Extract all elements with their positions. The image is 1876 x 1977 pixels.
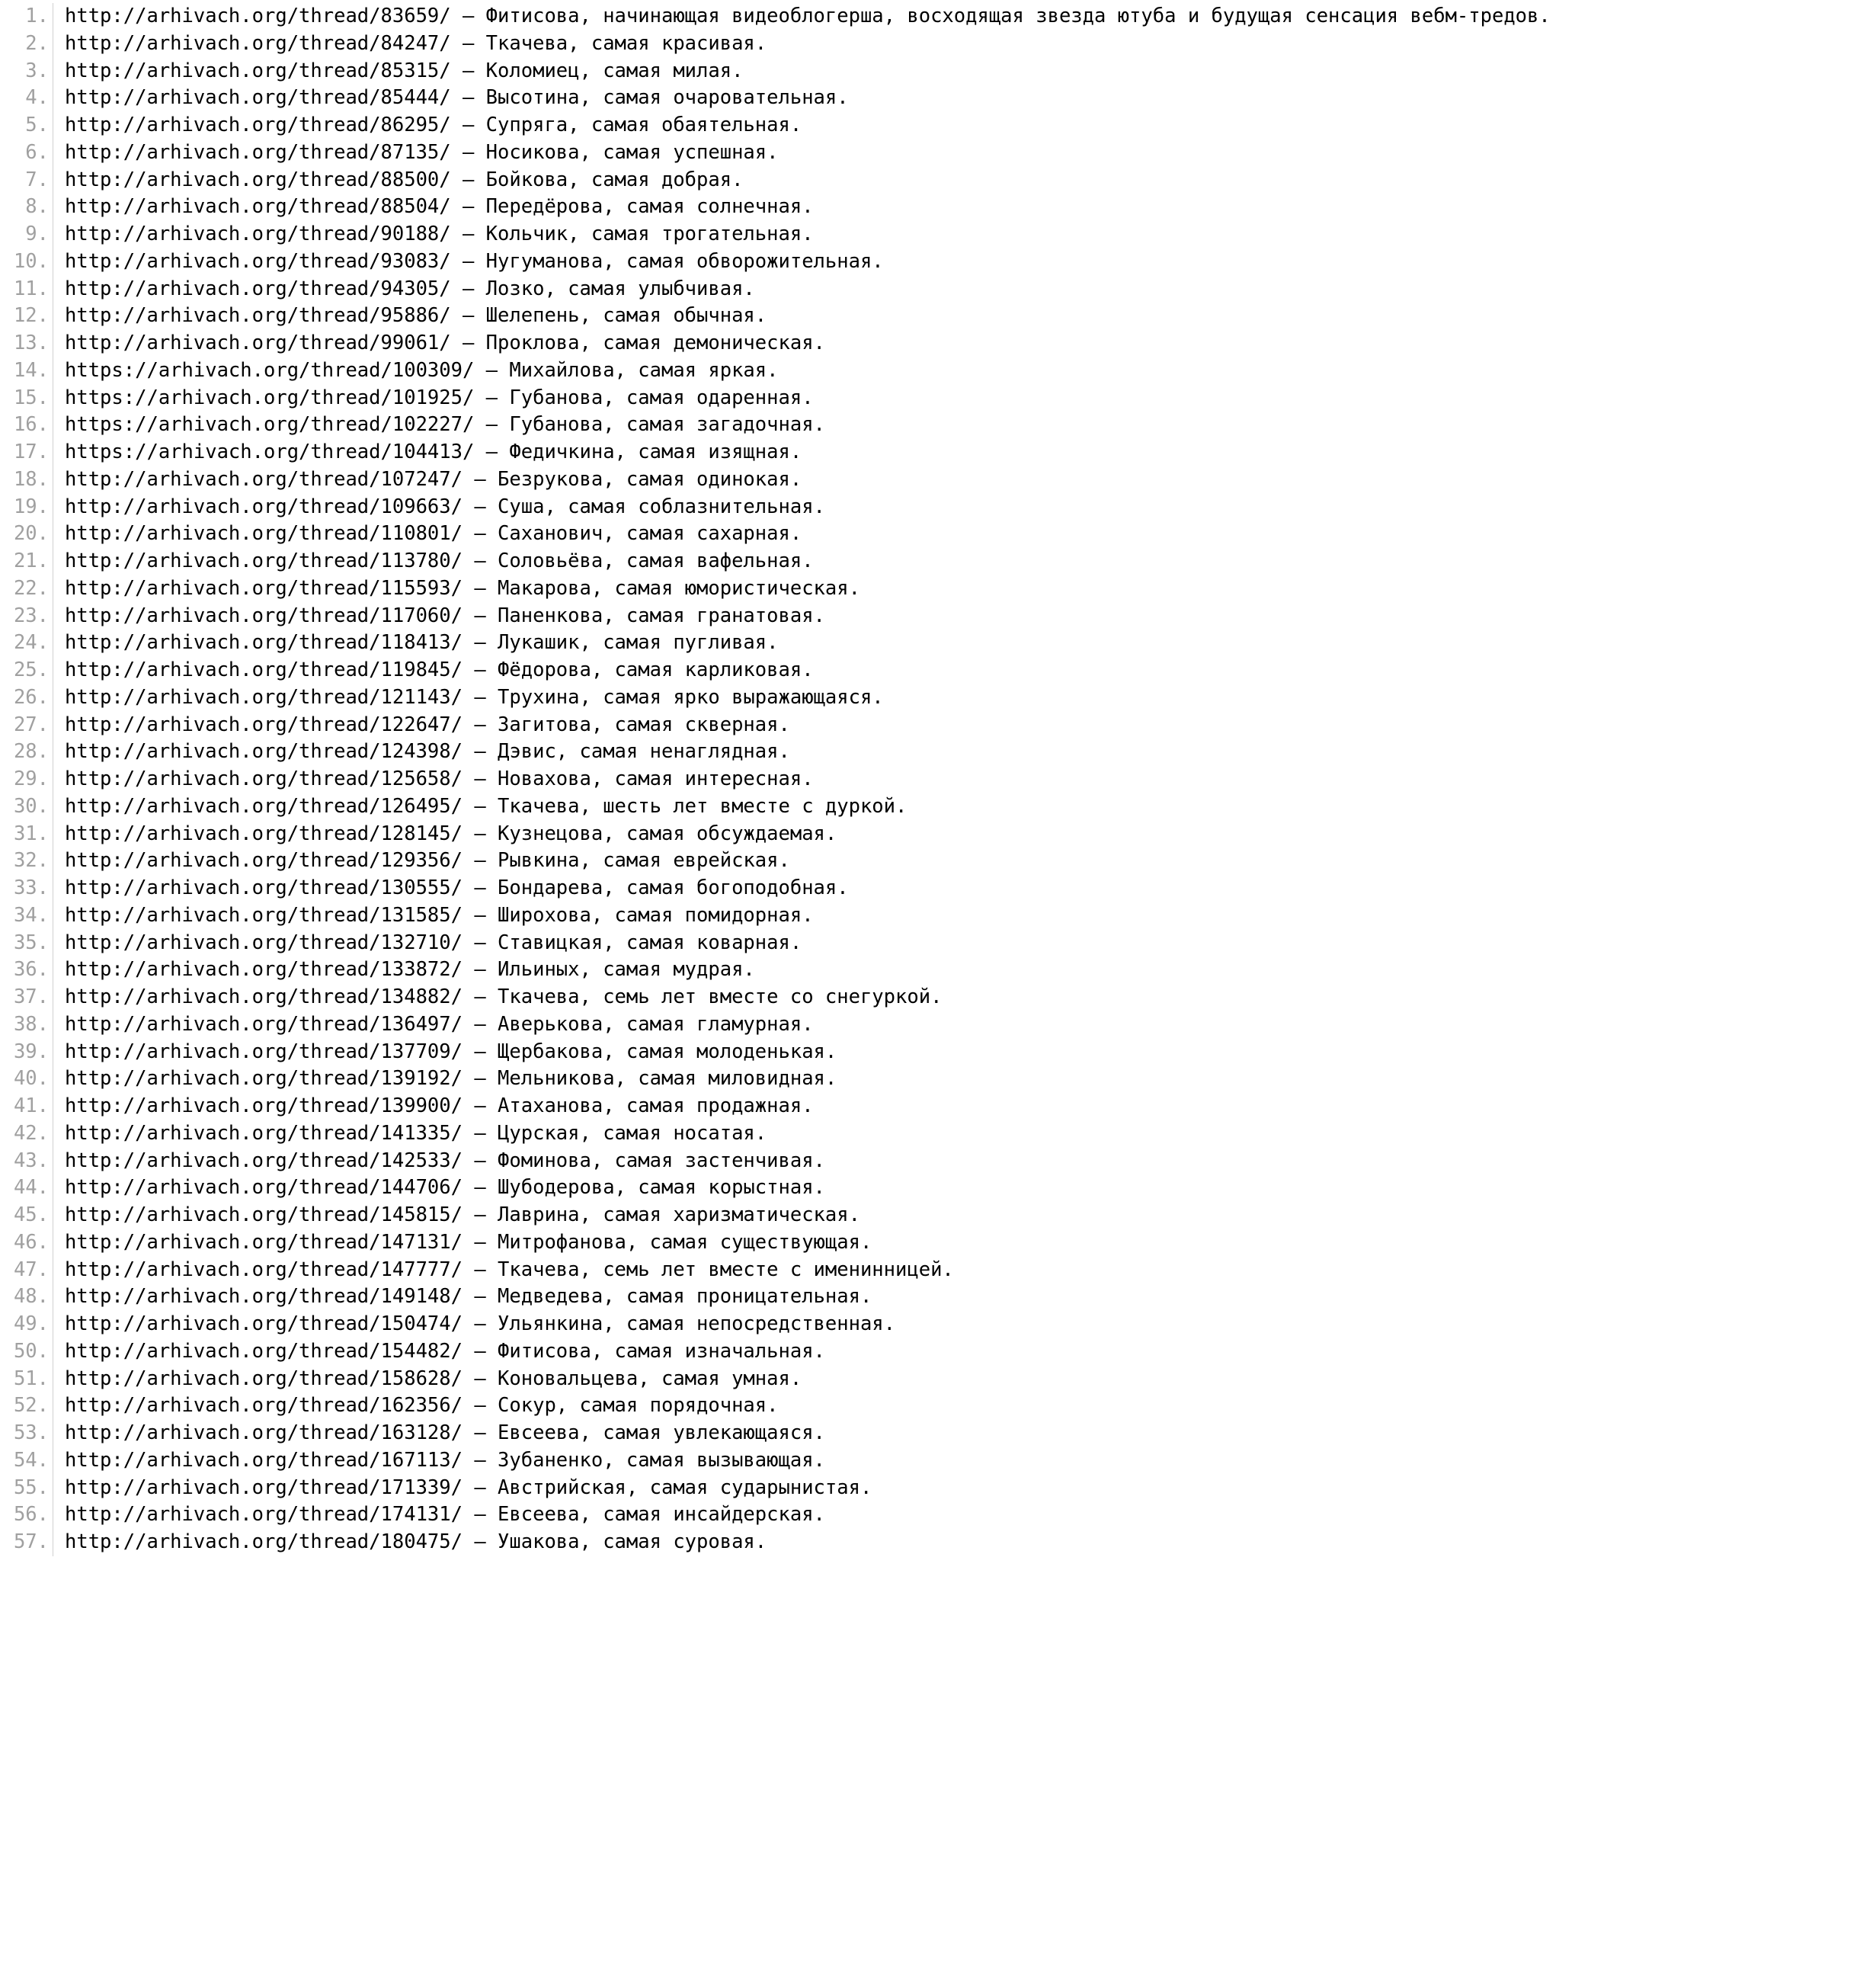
- code-line: [0, 684, 1551, 712]
- code-line: [0, 330, 1551, 357]
- code-line: [0, 1093, 1551, 1120]
- line-text: http://arhivach.org/thread/125658/ — Новахова, самая интересная.: [65, 767, 814, 790]
- code-line: [0, 494, 1551, 521]
- line-text: http://arhivach.org/thread/126495/ — Ткачева, шесть лет вместе с дуркой.: [65, 794, 908, 818]
- line-number: 39.: [13, 1040, 49, 1063]
- line-text: https://arhivach.org/thread/100309/ — Михайлова, самая яркая.: [65, 358, 779, 382]
- line-text: http://arhivach.org/thread/119845/ — Фёдорова, самая карликовая.: [65, 658, 814, 681]
- line-number: 7.: [25, 168, 49, 191]
- code-line: [0, 1257, 1551, 1284]
- code-line: [0, 984, 1551, 1011]
- code-line: [0, 1229, 1551, 1257]
- line-number: 33.: [13, 876, 49, 899]
- line-number: 28.: [13, 740, 49, 764]
- code-line: [0, 930, 1551, 957]
- code-line: [0, 1447, 1551, 1475]
- line-text: http://arhivach.org/thread/115593/ — Макарова, самая юмористическая.: [65, 576, 860, 600]
- line-number: 25.: [13, 658, 49, 681]
- line-text: http://arhivach.org/thread/124398/ — Дэвис, самая ненаглядная.: [65, 740, 790, 764]
- line-number: 52.: [13, 1394, 49, 1418]
- code-line: [0, 439, 1551, 466]
- line-text: http://arhivach.org/thread/88504/ — Передёрова, самая солнечная.: [65, 195, 814, 219]
- line-text: http://arhivach.org/thread/129356/ — Рывкина, самая еврейская.: [65, 849, 790, 873]
- code-line: [0, 793, 1551, 821]
- line-text: http://arhivach.org/thread/174131/ — Евсеева, самая инсайдерская.: [65, 1503, 825, 1527]
- code-line: [0, 1475, 1551, 1502]
- line-text: http://arhivach.org/thread/94305/ — Лозко, самая улыбчивая.: [65, 277, 755, 300]
- line-text: http://arhivach.org/thread/121143/ — Трухина, самая ярко выражающаяся.: [65, 685, 884, 709]
- line-number: 21.: [13, 550, 49, 572]
- code-line: [0, 85, 1551, 112]
- line-text: http://arhivach.org/thread/163128/ — Евсеева, самая увлекающаяся.: [65, 1421, 825, 1444]
- line-text: http://arhivach.org/thread/118413/ — Лукашик, самая пугливая.: [65, 631, 779, 655]
- line-text: http://arhivach.org/thread/85444/ — Высотина, самая очаровательная.: [65, 86, 849, 110]
- code-line: [0, 1311, 1551, 1338]
- line-number: 15.: [13, 386, 49, 409]
- line-text: http://arhivach.org/thread/132710/ — Ставицкая, самая коварная.: [65, 931, 802, 954]
- line-text: http://arhivach.org/thread/147777/ — Ткачева, семь лет вместе с именинницей.: [65, 1258, 954, 1281]
- code-line: [0, 902, 1551, 930]
- code-line: [0, 1174, 1551, 1202]
- code-line: [0, 385, 1551, 412]
- code-line: [0, 712, 1551, 739]
- line-number: 35.: [13, 931, 49, 954]
- line-number: 13.: [13, 332, 49, 354]
- line-text: http://arhivach.org/thread/136497/ — Аверькова, самая гламурная.: [65, 1012, 814, 1036]
- line-number: 42.: [13, 1121, 49, 1145]
- line-text: https://arhivach.org/thread/101925/ — Губанова, самая одаренная.: [65, 386, 814, 409]
- code-line: [0, 521, 1551, 548]
- line-number: 9.: [25, 223, 49, 245]
- code-line: [0, 3, 1551, 30]
- line-text: http://arhivach.org/thread/130555/ — Бондарева, самая богоподобная.: [65, 876, 849, 899]
- line-text: http://arhivach.org/thread/95886/ — Шелепень, самая обычная.: [65, 304, 767, 328]
- line-number: 38.: [13, 1012, 49, 1036]
- line-number: 11.: [13, 277, 49, 300]
- line-number: 43.: [13, 1149, 49, 1172]
- line-number: 50.: [13, 1339, 49, 1363]
- line-text: https://arhivach.org/thread/104413/ — Федичкина, самая изящная.: [65, 441, 802, 463]
- line-number: 44.: [13, 1176, 49, 1200]
- code-line: [0, 30, 1551, 58]
- line-text: http://arhivach.org/thread/145815/ — Лаврина, самая харизматическая.: [65, 1203, 860, 1226]
- line-text: http://arhivach.org/thread/137709/ — Щербакова, самая молоденькая.: [65, 1040, 837, 1063]
- line-text: http://arhivach.org/thread/139192/ — Мельникова, самая миловидная.: [65, 1067, 837, 1091]
- code-line: [0, 357, 1551, 385]
- line-text: http://arhivach.org/thread/86295/ — Супряга, самая обаятельная.: [65, 114, 802, 136]
- line-number: 5.: [25, 114, 49, 136]
- line-text: http://arhivach.org/thread/85315/ — Коломиец, самая милая.: [65, 59, 744, 82]
- line-number: 51.: [13, 1367, 49, 1390]
- line-number: 8.: [25, 195, 49, 219]
- code-line: [0, 112, 1551, 139]
- line-number: 6.: [25, 140, 49, 164]
- line-text: http://arhivach.org/thread/180475/ — Ушакова, самая суровая.: [65, 1530, 767, 1553]
- line-text: http://arhivach.org/thread/88500/ — Бойкова, самая добрая.: [65, 168, 744, 191]
- code-line: [0, 548, 1551, 575]
- line-number: 2.: [25, 31, 49, 55]
- line-number: 55.: [13, 1476, 49, 1499]
- line-number: 4.: [25, 86, 49, 110]
- line-text: http://arhivach.org/thread/149148/ — Медведева, самая проницательная.: [65, 1285, 872, 1309]
- line-number: 54.: [13, 1448, 49, 1472]
- line-number: 1.: [25, 5, 49, 27]
- line-number: 34.: [13, 903, 49, 927]
- line-number: 12.: [13, 304, 49, 328]
- line-text: http://arhivach.org/thread/167113/ — Зубаненко, самая вызывающая.: [65, 1448, 825, 1472]
- line-text: http://arhivach.org/thread/158628/ — Коновальцева, самая умная.: [65, 1367, 802, 1390]
- code-line: [0, 139, 1551, 167]
- line-number: 31.: [13, 822, 49, 845]
- line-number: 17.: [13, 441, 49, 463]
- code-line: [0, 466, 1551, 494]
- line-text: http://arhivach.org/thread/99061/ — Проклова, самая демоническая.: [65, 332, 825, 354]
- code-line: [0, 167, 1551, 194]
- code-line: [0, 1202, 1551, 1229]
- line-text: http://arhivach.org/thread/162356/ — Сокур, самая порядочная.: [65, 1394, 779, 1418]
- line-text: http://arhivach.org/thread/87135/ — Носикова, самая успешная.: [65, 140, 779, 164]
- code-line: [0, 1501, 1551, 1529]
- line-text: https://arhivach.org/thread/102227/ — Губанова, самая загадочная.: [65, 413, 825, 437]
- line-number: 23.: [13, 604, 49, 627]
- code-line: [0, 248, 1551, 276]
- code-line: [0, 875, 1551, 902]
- line-text: http://arhivach.org/thread/131585/ — Широхова, самая помидорная.: [65, 903, 814, 927]
- line-text: http://arhivach.org/thread/90188/ — Кольчик, самая трогательная.: [65, 223, 814, 245]
- line-number: 19.: [13, 495, 49, 518]
- line-number: 16.: [13, 413, 49, 437]
- line-number: 47.: [13, 1258, 49, 1281]
- line-number: 49.: [13, 1312, 49, 1335]
- code-line: [0, 1529, 1551, 1556]
- line-text: http://arhivach.org/thread/110801/ — Саханович, самая сахарная.: [65, 522, 802, 546]
- line-text: http://arhivach.org/thread/142533/ — Фоминова, самая застенчивая.: [65, 1149, 825, 1172]
- code-line: [0, 821, 1551, 848]
- code-line: [0, 766, 1551, 793]
- line-number: 14.: [13, 358, 49, 382]
- code-line: [0, 58, 1551, 85]
- code-line: [0, 956, 1551, 984]
- code-line: [0, 1366, 1551, 1393]
- line-number: 30.: [13, 794, 49, 818]
- line-text: http://arhivach.org/thread/154482/ — Фитисова, самая изначальная.: [65, 1339, 825, 1363]
- line-text: http://arhivach.org/thread/134882/ — Ткачева, семь лет вместе со снегуркой.: [65, 985, 943, 1008]
- line-text: http://arhivach.org/thread/147131/ — Митрофанова, самая существующая.: [65, 1230, 872, 1254]
- line-text: http://arhivach.org/thread/122647/ — Загитова, самая скверная.: [65, 713, 790, 736]
- code-line: [0, 1420, 1551, 1447]
- line-number: 22.: [13, 576, 49, 600]
- line-number: 48.: [13, 1285, 49, 1309]
- line-text: http://arhivach.org/thread/141335/ — Цурская, самая носатая.: [65, 1121, 767, 1145]
- line-number: 36.: [13, 958, 49, 982]
- code-line: [0, 1338, 1551, 1366]
- line-text: http://arhivach.org/thread/139900/ — Атаханова, самая продажная.: [65, 1094, 814, 1117]
- line-number: 46.: [13, 1230, 49, 1254]
- line-number: 26.: [13, 685, 49, 709]
- code-line: [0, 657, 1551, 684]
- code-line: [0, 276, 1551, 303]
- code-line: [0, 1065, 1551, 1093]
- line-text: http://arhivach.org/thread/133872/ — Ильиных, самая мудрая.: [65, 958, 755, 982]
- code-line: [0, 1392, 1551, 1420]
- line-number: 18.: [13, 467, 49, 491]
- line-text: http://arhivach.org/thread/84247/ — Ткачева, самая красивая.: [65, 31, 767, 55]
- line-text: http://arhivach.org/thread/109663/ — Суша, самая соблазнительная.: [65, 495, 825, 518]
- line-number: 32.: [13, 849, 49, 873]
- code-line: [0, 412, 1551, 439]
- line-number: 24.: [13, 631, 49, 655]
- line-number: 29.: [13, 767, 49, 790]
- code-line: [0, 1120, 1551, 1148]
- code-line: [0, 194, 1551, 221]
- code-line: [0, 848, 1551, 875]
- line-number: 41.: [13, 1094, 49, 1117]
- code-line: [0, 1011, 1551, 1039]
- line-text: http://arhivach.org/thread/83659/ — Фитисова, начинающая видеоблогерша, восходящая звезда ютуба и будущая сенсация вебм-тредов.: [65, 5, 1551, 27]
- line-number: 27.: [13, 713, 49, 736]
- code-line: [0, 221, 1551, 248]
- line-number: 10.: [13, 249, 49, 273]
- line-text: http://arhivach.org/thread/150474/ — Ульянкина, самая непосредственная.: [65, 1312, 896, 1335]
- code-line: [0, 575, 1551, 603]
- line-text: http://arhivach.org/thread/171339/ — Австрийская, самая сударынистая.: [65, 1476, 872, 1499]
- line-text: http://arhivach.org/thread/144706/ — Шубодерова, самая корыстная.: [65, 1176, 825, 1200]
- line-number: 3.: [25, 59, 49, 82]
- line-text: http://arhivach.org/thread/128145/ — Кузнецова, самая обсуждаемая.: [65, 822, 837, 845]
- line-number: 40.: [13, 1067, 49, 1091]
- line-number: 53.: [13, 1421, 49, 1444]
- line-number: 45.: [13, 1203, 49, 1226]
- code-line: [0, 303, 1551, 330]
- code-line: [0, 630, 1551, 657]
- line-text: http://arhivach.org/thread/107247/ — Безрукова, самая одинокая.: [65, 467, 802, 491]
- line-text: http://arhivach.org/thread/93083/ — Нугуманова, самая обворожительная.: [65, 249, 884, 273]
- line-number: 20.: [13, 522, 49, 546]
- line-text: http://arhivach.org/thread/113780/ — Соловьёва, самая вафельная.: [65, 550, 814, 572]
- code-line: [0, 1148, 1551, 1175]
- line-number: 37.: [13, 985, 49, 1008]
- line-number: 57.: [13, 1530, 49, 1553]
- line-text: http://arhivach.org/thread/117060/ — Паненкова, самая гранатовая.: [65, 604, 825, 627]
- code-line: [0, 1283, 1551, 1311]
- line-number: 56.: [13, 1503, 49, 1527]
- code-line: [0, 739, 1551, 766]
- code-line: [0, 603, 1551, 630]
- code-line: [0, 1039, 1551, 1066]
